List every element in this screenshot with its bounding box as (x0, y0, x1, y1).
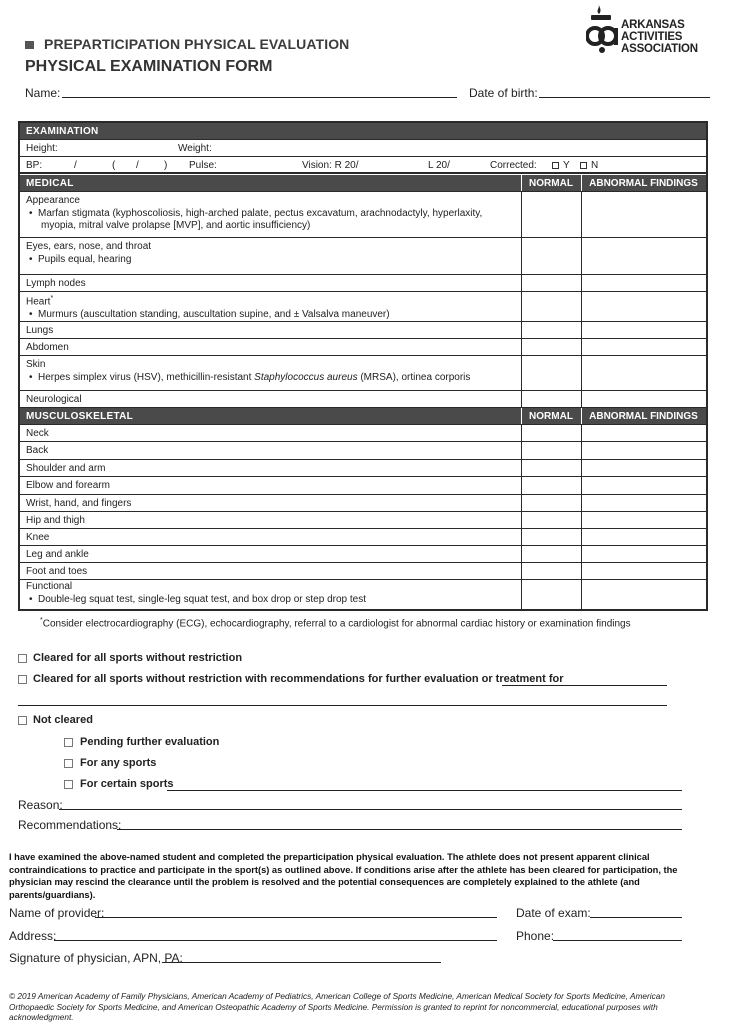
abnormal-findings-cell[interactable] (581, 391, 706, 407)
normal-cell[interactable] (521, 512, 581, 528)
msk-row-leg[interactable]: Leg and ankle (20, 546, 706, 563)
address-label: Address: (9, 929, 57, 943)
recommendations-label: Recommendations: (18, 818, 122, 832)
abnormal-findings-cell[interactable] (581, 477, 706, 494)
recs-field[interactable] (502, 685, 667, 686)
abnormal-findings-cell[interactable] (581, 275, 706, 291)
reason-field[interactable] (59, 809, 682, 810)
normal-cell[interactable] (521, 563, 581, 579)
msk-row-knee[interactable]: Knee (20, 529, 706, 546)
msk-row-back[interactable]: Back (20, 442, 706, 460)
copyright-notice: © 2019 American Academy of Family Physicians, American Academy of Pediatrics, American College of Sports Medicine, American Medical Society for Sports Medicine, American Orthopaedic Society for Sports Medicine, and American Osteopathic Academy of Sports Medicine. Permission is granted to reprint for noncommercial, educational purposes with acknowledgment. (9, 991, 665, 1022)
cleared-checkbox[interactable] (18, 654, 27, 663)
abnormal-findings-cell[interactable] (581, 425, 706, 441)
neurological-row[interactable]: Neurological (20, 391, 706, 408)
name-field[interactable] (62, 97, 457, 98)
signature-label: Signature of physician, APN, PA: (9, 951, 183, 965)
exam-date-label: Date of exam: (516, 906, 591, 920)
provider-name-field[interactable] (95, 917, 497, 918)
normal-cell[interactable] (521, 192, 581, 237)
normal-cell[interactable] (521, 322, 581, 338)
abnormal-findings-cell[interactable] (581, 322, 706, 338)
abnormal-findings-cell[interactable] (581, 442, 706, 459)
normal-cell[interactable] (521, 391, 581, 407)
normal-cell[interactable] (521, 425, 581, 441)
abnormal-findings-cell[interactable] (581, 495, 706, 511)
normal-cell[interactable] (521, 238, 581, 274)
any-sports-label: For any sports (80, 757, 157, 769)
name-label: Name: (25, 86, 61, 100)
heart-row[interactable]: Heart* • Murmurs (auscultation standing, auscultation supine, and ± Valsalva maneuver) (20, 292, 706, 322)
pending-label: Pending further evaluation (80, 736, 220, 748)
normal-cell[interactable] (521, 339, 581, 355)
vision-right-label: Vision: R 20/ (302, 160, 359, 171)
abnormal-findings-cell[interactable] (581, 238, 706, 274)
not-cleared-checkbox[interactable] (18, 716, 27, 725)
skin-row[interactable]: Skin • Herpes simplex virus (HSV), methicillin-resistant Staphylococcus aureus (MRSA), ortinea corporis (20, 356, 706, 391)
not-cleared-label: Not cleared (33, 714, 93, 726)
msk-row-elbow[interactable]: Elbow and forearm (20, 477, 706, 495)
normal-cell[interactable] (521, 460, 581, 476)
form-title: PHYSICAL EXAMINATION FORM (25, 58, 273, 75)
certain-sports-field[interactable] (167, 790, 682, 791)
cleared-with-recs-label: Cleared for all sports without restriction with recommendations for further evaluation or treatment for (33, 673, 564, 685)
corrected-yes-checkbox[interactable] (552, 162, 559, 169)
height-weight-row[interactable] (20, 140, 706, 157)
normal-cell[interactable] (521, 292, 581, 321)
dob-label: Date of birth: (469, 86, 538, 100)
provider-name-label: Name of provider: (9, 906, 105, 920)
vision-left-label: L 20/ (428, 160, 450, 171)
msk-row-shoulder[interactable]: Shoulder and arm (20, 460, 706, 477)
msk-row-hip[interactable]: Hip and thigh (20, 512, 706, 529)
lymph-nodes-row[interactable]: Lymph nodes (20, 275, 706, 292)
exam-date-field[interactable] (590, 917, 682, 918)
phone-field[interactable] (553, 940, 682, 941)
section-title: PREPARTICIPATION PHYSICAL EVALUATION (44, 36, 350, 52)
medical-header: MEDICAL NORMAL ABNORMAL FINDINGS (20, 175, 706, 192)
abnormal-findings-cell[interactable] (581, 356, 706, 390)
cardiology-footnote: *Consider electrocardiography (ECG), echocardiography, referral to a cardiologist for abnormal cardiac history or examination findings (40, 617, 631, 630)
cleared-label: Cleared for all sports without restriction (33, 652, 243, 664)
abnormal-findings-cell[interactable] (581, 529, 706, 545)
normal-cell[interactable] (521, 356, 581, 390)
musculoskeletal-header: MUSCULOSKELETAL NORMAL ABNORMAL FINDINGS (20, 408, 706, 425)
abnormal-findings-cell[interactable] (581, 192, 706, 237)
dob-field[interactable] (539, 97, 710, 98)
pending-checkbox[interactable] (64, 738, 73, 747)
abnormal-findings-cell[interactable] (581, 292, 706, 321)
appearance-row[interactable]: Appearance • Marfan stigmata (kyphoscoliosis, high-arched palate, pectus excavatum, arachnodactyly, hyperlaxity, myopia, mitral valve prolapse [MVP], and aortic insufficiency) (20, 192, 706, 238)
reason-label: Reason: (18, 798, 63, 812)
msk-row-neck[interactable]: Neck (20, 425, 706, 442)
normal-cell[interactable] (521, 495, 581, 511)
normal-cell[interactable] (521, 442, 581, 459)
any-sports-checkbox[interactable] (64, 759, 73, 768)
normal-cell[interactable] (521, 580, 581, 609)
height-label: Height: (26, 143, 58, 154)
weight-label: Weight: (178, 143, 212, 154)
pulse-label: Pulse: (189, 160, 217, 171)
abnormal-findings-cell[interactable] (581, 546, 706, 562)
abnormal-findings-cell[interactable] (581, 580, 706, 609)
eyes-ears-row[interactable]: Eyes, ears, nose, and throat • Pupils equal, hearing (20, 238, 706, 275)
corrected-no-checkbox[interactable] (580, 162, 587, 169)
normal-cell[interactable] (521, 546, 581, 562)
exam-table (18, 121, 708, 611)
lungs-row[interactable]: Lungs (20, 322, 706, 339)
normal-cell[interactable] (521, 275, 581, 291)
bp-label: BP: (26, 160, 43, 171)
abdomen-row[interactable]: Abdomen (20, 339, 706, 356)
address-field[interactable] (54, 940, 497, 941)
certain-sports-checkbox[interactable] (64, 780, 73, 789)
vitals-row[interactable]: BP: / ( / ) Pulse: Vision: R 20/ L 20/ Corrected: Y N (20, 157, 706, 174)
msk-row-functional[interactable]: Functional • Double-leg squat test, single-leg squat test, and box drop or step drop test (20, 580, 706, 609)
examination-header: EXAMINATION (20, 123, 706, 140)
header-bullet (25, 41, 34, 49)
recs-field-line2[interactable] (18, 705, 667, 706)
arkansas-activities-logo (586, 2, 708, 64)
certain-sports-label: For certain sports (80, 778, 174, 790)
abnormal-findings-cell[interactable] (581, 339, 706, 355)
abnormal-findings-cell[interactable] (581, 563, 706, 579)
cleared-with-recs-checkbox[interactable] (18, 675, 27, 684)
physician-statement: I have examined the above-named student and completed the preparticipation physical evaluation. The athlete does not present apparent clinical contraindications to practice and participate in the sport(s) as outlined above. If conditions arise after the athlete has been cleared for participation, the physician may rescind the clearance until the problem is resolved and the potential consequences are completely explained to the athlete (and parents/guardians). (9, 852, 678, 900)
signature-field[interactable] (162, 962, 441, 963)
corrected-label: Corrected: (490, 160, 537, 171)
logo-wordmark: ARKANSAS ACTIVITIES ASSOCIATION (621, 19, 698, 55)
phone-label: Phone: (516, 929, 555, 943)
normal-cell[interactable] (521, 477, 581, 494)
recommendations-field[interactable] (117, 829, 682, 830)
torch-icon (586, 2, 622, 54)
msk-row-foot[interactable]: Foot and toes (20, 563, 706, 580)
abnormal-findings-cell[interactable] (581, 460, 706, 476)
msk-row-wrist[interactable]: Wrist, hand, and fingers (20, 495, 706, 512)
abnormal-findings-cell[interactable] (581, 512, 706, 528)
normal-cell[interactable] (521, 529, 581, 545)
